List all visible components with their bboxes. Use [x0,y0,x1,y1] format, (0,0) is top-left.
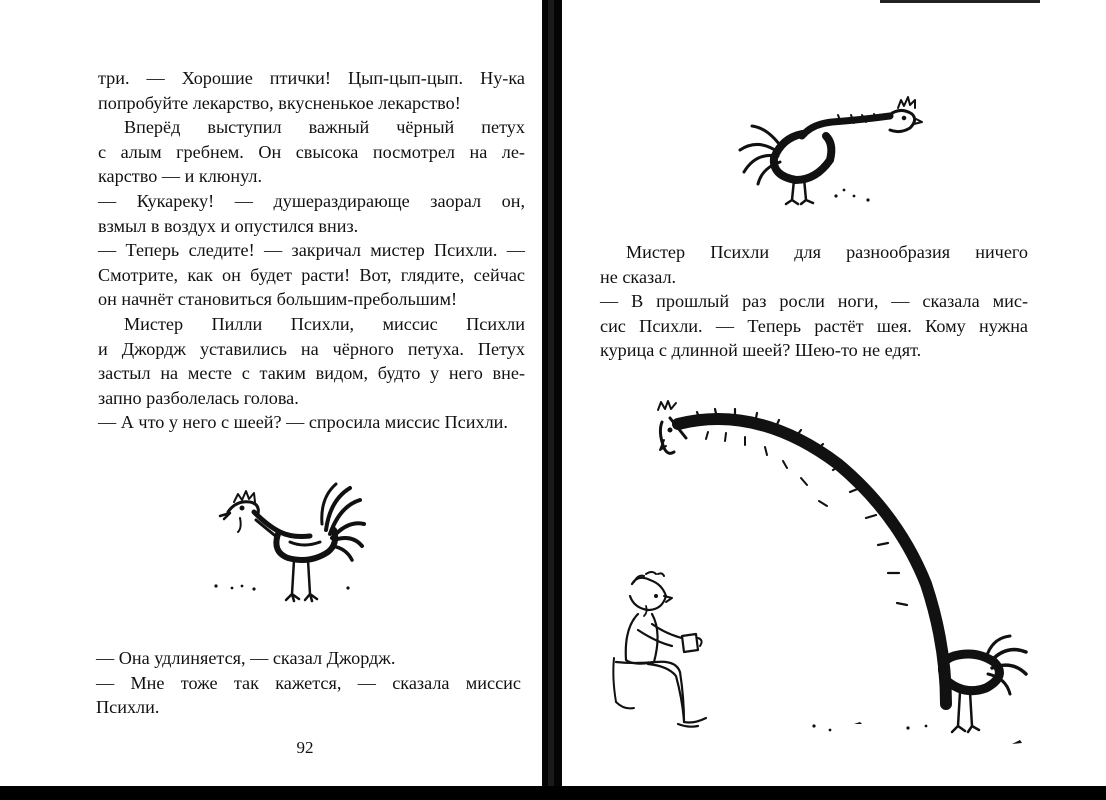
text-line: — Она удлиняется, — сказал Джордж. [96,648,396,668]
text-line: запно разболелась голова. [98,387,299,408]
text-line: сис Психли. — Теперь растёт шея. Кому нужна [600,315,1028,336]
text-line: не сказал. [600,266,677,287]
rooster-illustration [214,476,374,604]
text-line: Вперёд выступил важный чёрный петух [124,117,525,138]
text-line: — Теперь следите! — закричал мистер Психли. — [98,240,525,261]
text-line: — Мне тоже так кажется, — сказала миссис [96,672,521,693]
right-page-text [600,240,1028,363]
scan-edge-mark [880,0,1040,3]
text-line: Мистер Пилли Психли, миссис Психли [124,313,525,334]
text-line: Мистер Психли для разнообразия ничего [626,242,1028,262]
text-line: с алым гребнем. Он свысока посмотрел на ле- [98,141,525,162]
text-line: — Кукареку! — душераздирающе заорал он, [98,190,525,211]
text-line: и Джордж уставились на чёрного петуха. Петух [98,338,525,359]
text-line: взмыл в воздух и опустился вниз. [98,215,359,236]
page-number: 92 [296,738,314,757]
text-line: Психли. [96,697,160,718]
stretched-neck-rooster-illustration [738,92,924,208]
text-line: три. — Хорошие птички! Цып-цып-цып. Ну-ка [98,68,525,88]
text-line: — А что у него с шеей? — спросила миссис Психли. [98,412,508,433]
left-page-text-bottom [96,646,521,720]
text-line: Смотрите, как он будет расти! Вот, глядите, сейчас [98,264,525,285]
left-page-text-top [98,66,525,435]
scan-bottom-shadow [0,786,1106,800]
text-line: попробуйте лекарство, вкусненькое лекарство! [98,92,461,113]
text-line: он начнёт становиться большим-пребольшим! [98,289,458,310]
text-line: застыл на месте с таким видом, будто у него вне- [98,363,525,384]
text-line: — В прошлый раз росли ноги, — сказала мис- [600,291,1028,312]
george-and-giant-rooster-illustration [608,400,1038,752]
text-line: курица с длинной шеей? Шею-то не едят. [600,340,922,361]
text-line: карство — и клюнул. [98,166,263,187]
book-gutter-edge [548,0,554,800]
